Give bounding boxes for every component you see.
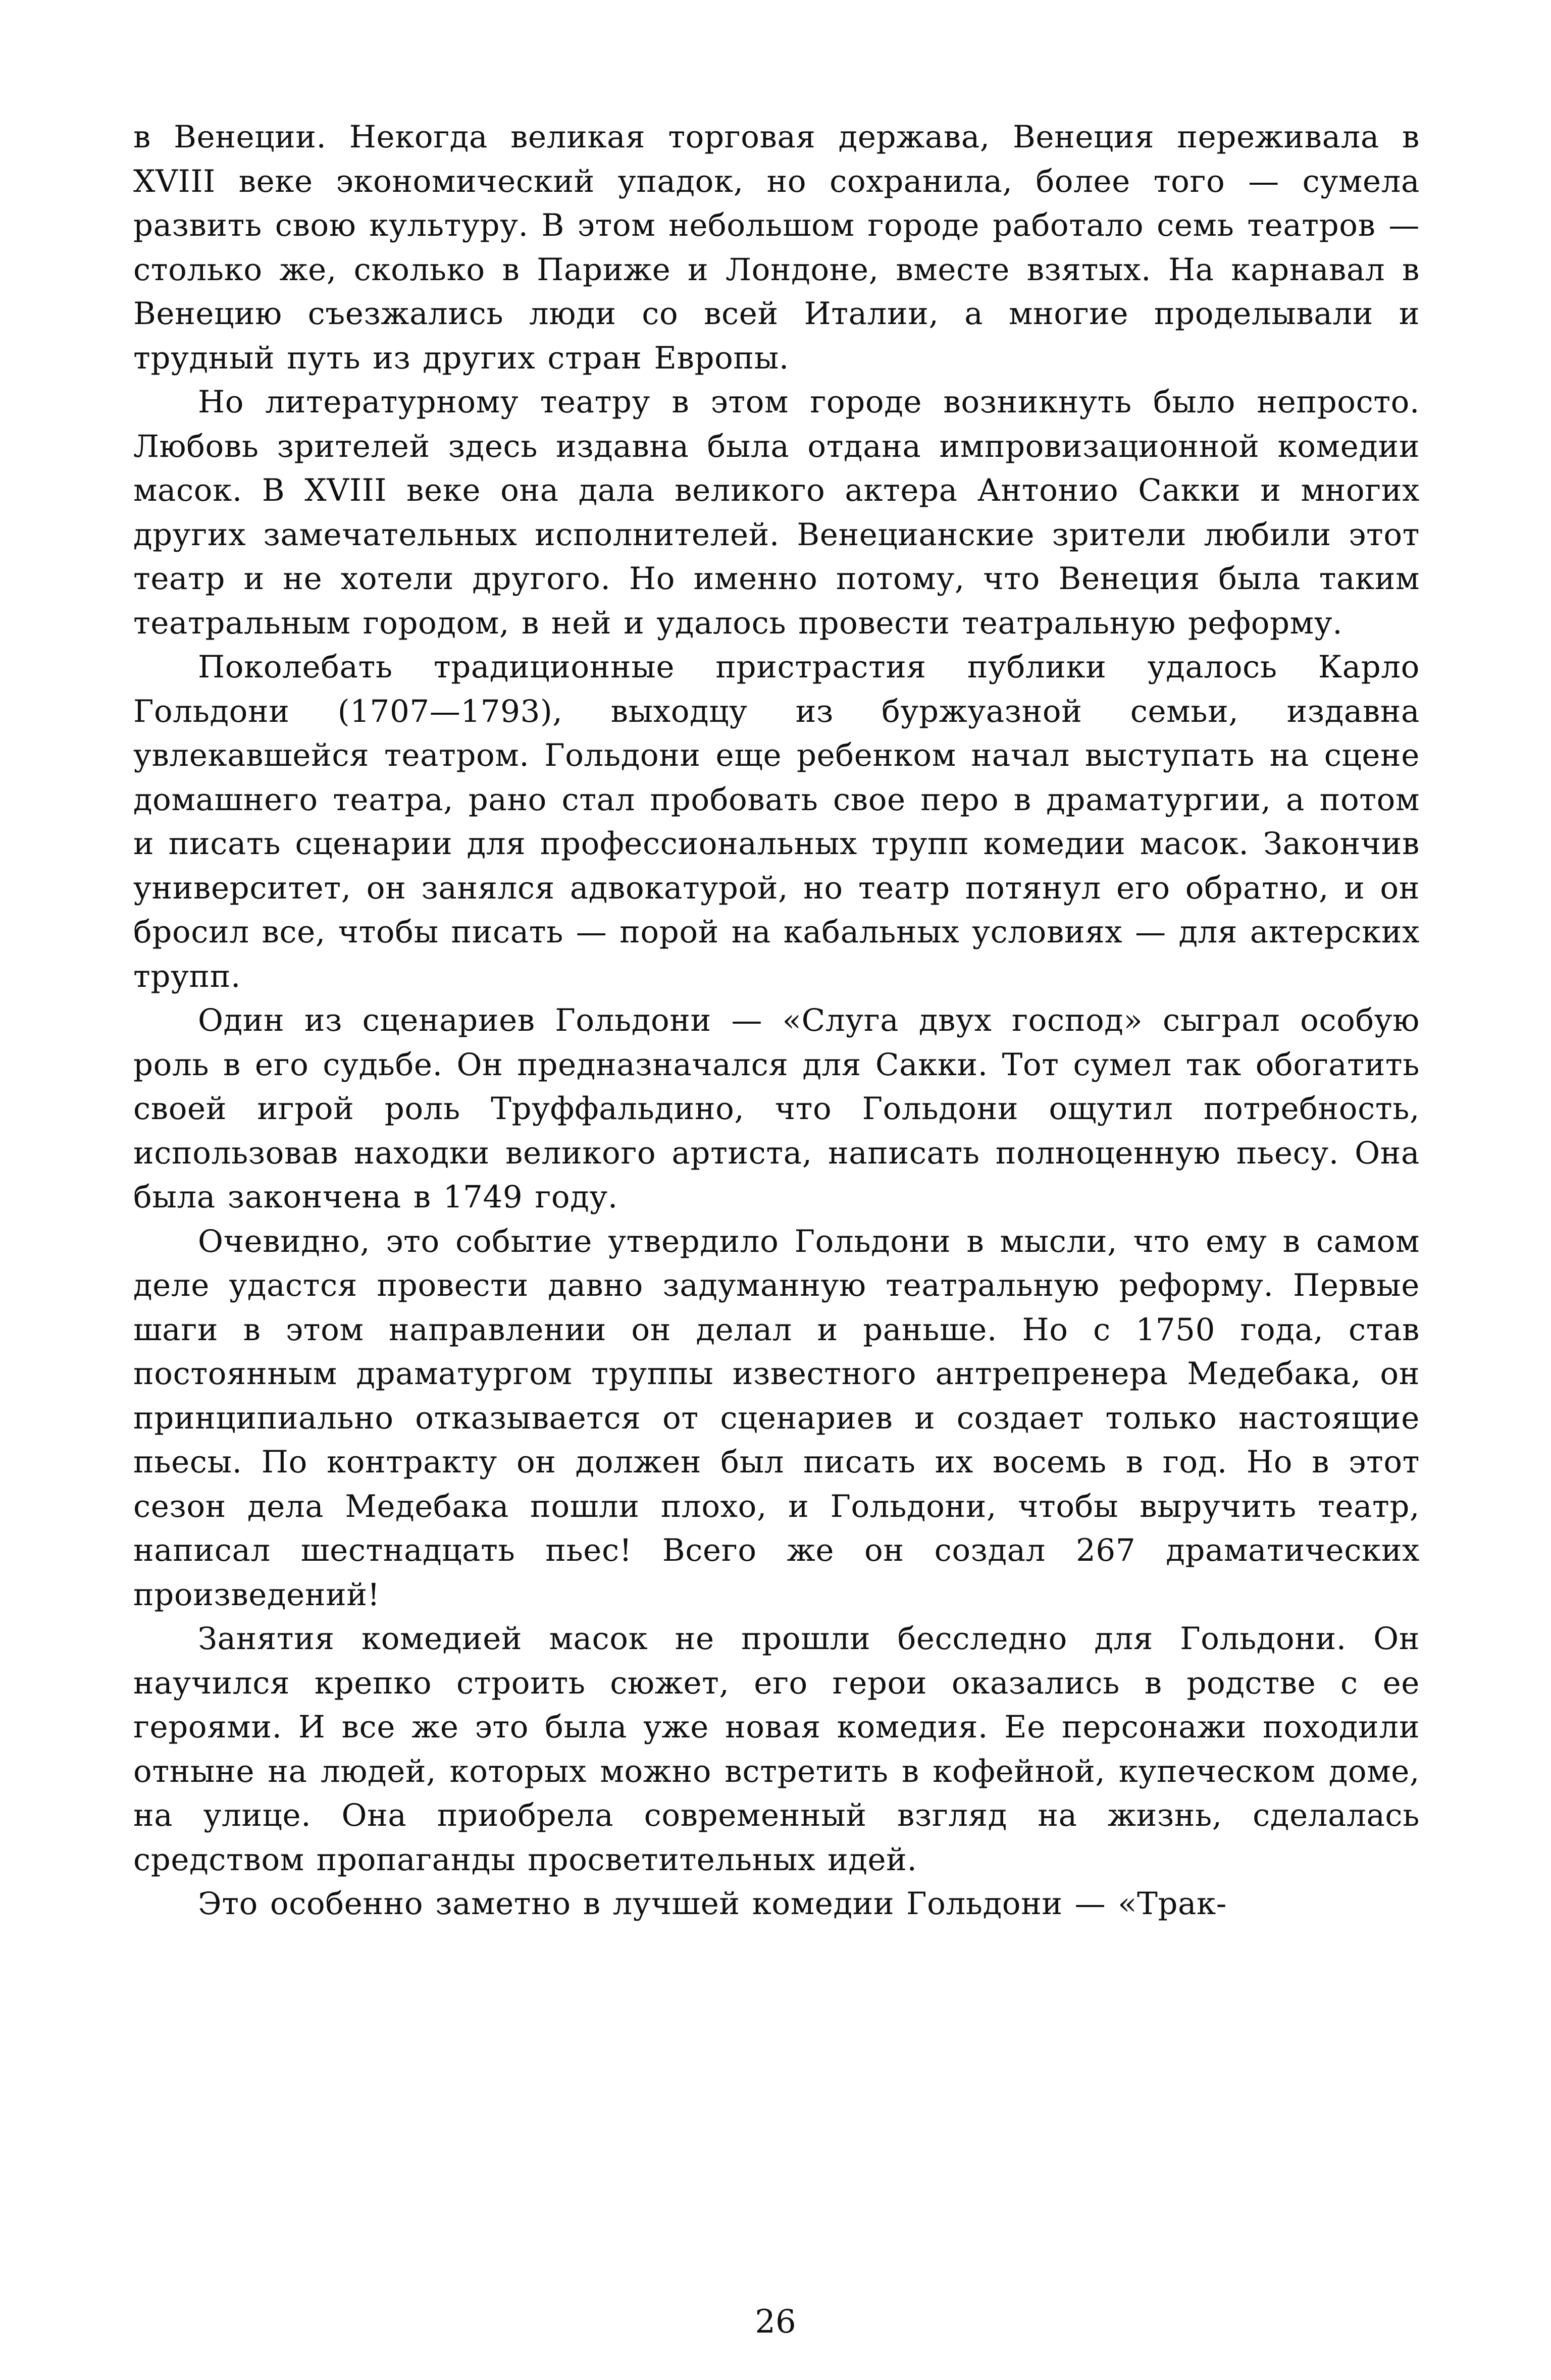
page-number: 26	[755, 2303, 796, 2341]
body-text	[133, 115, 1420, 1926]
paragraph-theatre-reform: Очевидно, это событие утвердило Гольдони в мысли, что ему в самом деле удастся провести давно задуманную театральную реформу. Первые шаги в этом направлении он делал и раньше. Но с 1750 года, став постоянным драматургом труппы известного антрепренера Медебака, он принципиально отказывается от сценариев и создает только настоящие пьесы. По контракту он должен был писать их восемь в год. Но в этот сезон дела Медебака пошли плохо, и Гольдони, чтобы выручить театр, написал шестнадцать пьес! Всего же он создал 267 драматических произведений!	[133, 1223, 1420, 1613]
paragraph-goldoni-biography: Поколебать традиционные пристрастия публики удалось Карло Гольдони (1707—1793), выходцу из буржуазной семьи, издавна увлекавшейся театром. Гольдони еще ребенком начал выступать на сцене домашнего театра, рано стал пробовать свое перо в драматургии, а потом и писать сценарии для профессиональных трупп комедии масок. Закончив университет, он занялся адвокатурой, но театр потянул его обратно, и он бросил все, чтобы писать — порой на кабальных условиях — для актерских трупп.	[133, 649, 1420, 994]
paragraph-commedia-influence: Занятия комедией масок не прошли бесследно для Гольдони. Он научился крепко строить сюжет, его герои оказались в родстве с ее героями. И все же это была уже новая комедия. Ее персонажи походили отныне на людей, которых можно встретить в кофейной, купеческом доме, на улице. Она приобрела современный взгляд на жизнь, сделалась средством пропаганды просветительных идей.	[133, 1621, 1420, 1878]
paragraph-venice: в Венеции. Некогда великая торговая держава, Венеция переживала в XVIII веке экономический упадок, но сохранила, более того — сумела развить свою культуру. В этом небольшом городе работало семь театров — столько же, сколько в Париже и Лондоне, вместе взятых. На карнавал в Венецию съезжались люди со всей Италии, а многие проделывали и трудный путь из других стран Европы.	[133, 119, 1420, 376]
paragraph-servant-of-two-masters: Один из сценариев Гольдони — «Слуга двух господ» сыграл особую роль в его судьбе. Он предназначался для Сакки. Тот сумел так обогатить своей игрой роль Труффальдино, что Гольдони ощутил потребность, использовав находки великого артиста, написать полноценную пьесу. Она была закончена в 1749 году.	[133, 1002, 1420, 1215]
paragraph-best-comedy: Это особенно заметно в лучшей комедии Гольдони — «Трак-	[198, 1886, 1227, 1922]
paragraph-literary-theatre: Но литературному театру в этом городе возникнуть было непросто. Любовь зрителей здесь издавна была отдана импровизационной комедии масок. В XVIII веке она дала великого актера Антонио Сакки и многих других замечательных исполнителей. Венецианские зрители любили этот театр и не хотели другого. Но именно потому, что Венеция была таким театральным городом, в ней и удалось провести театральную реформу.	[133, 384, 1420, 641]
